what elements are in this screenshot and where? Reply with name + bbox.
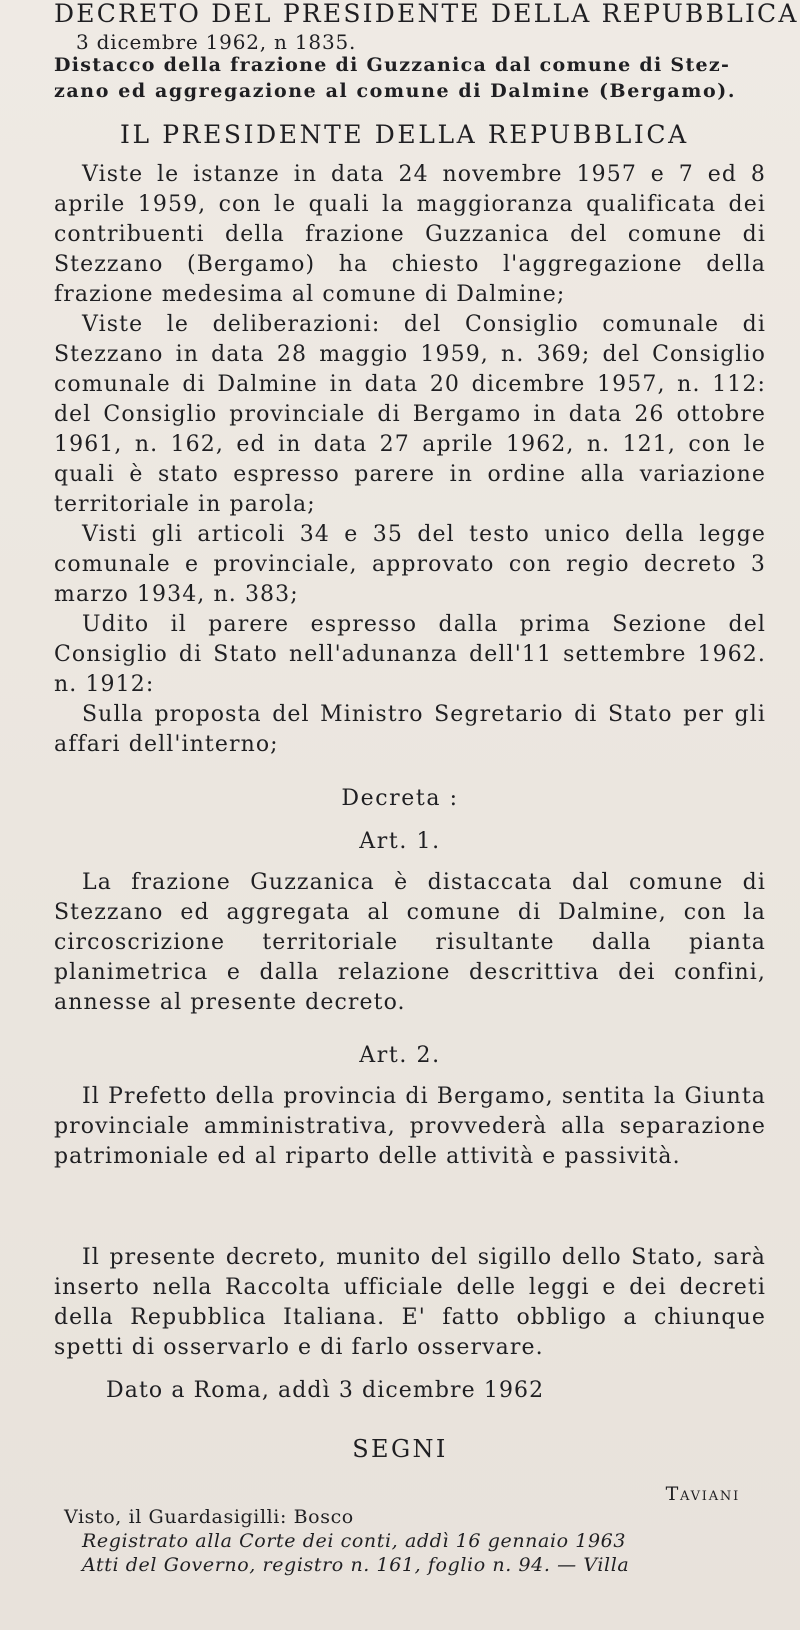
- decree-subject: [54, 52, 766, 104]
- closing-paragraph: Il presente decreto, munito del sigillo dello Stato, sarà inserto nella Raccolta ufficiale delle leggi e dei decreti della Repubblica Italiana. E' fatto obbligo a chiunque spetti di osservarlo e di farlo osservare.: [54, 1245, 766, 1360]
- minister-signature: Taviani: [665, 1483, 740, 1505]
- preamble: [54, 160, 766, 760]
- article-2-heading: Art. 2.: [359, 1043, 441, 1068]
- preamble-paragraph: Sulla proposta del Ministro Segretario di Stato per gli affari dell'interno;: [54, 702, 766, 757]
- article-2-paragraph: Il Prefetto della provincia di Bergamo, sentita la Giunta provinciale amministrativa, provvederà alla separazione patrimoniale ed al riparto delle attività e passività.: [54, 1084, 766, 1169]
- visto-line: Visto, il Guardasigilli: Bosco: [64, 1506, 354, 1528]
- decree-date-number: 3 dicembre 1962, n 1835.: [76, 30, 357, 54]
- decreta-heading: Decreta :: [341, 786, 459, 811]
- registration-footer: [64, 1505, 764, 1577]
- decree-subject-line-1: Distacco della frazione di Guzzanica dal comune di Stez-: [54, 54, 731, 76]
- decree-subject-line-2: zano ed aggregazione al comune di Dalmine (Bergamo).: [54, 80, 737, 102]
- article-1-paragraph: La frazione Guzzanica è distaccata dal comune di Stezzano ed aggregata al comune di Dalmine, con la circoscrizione territoriale risultante dalla pianta planimetrica e dalla relazione descrittiva dei confini, annesse al presente decreto.: [54, 870, 766, 1015]
- registrato-line: Registrato alla Corte dei conti, addì 16 gennaio 1963: [82, 1530, 627, 1552]
- article-1-heading: Art. 1.: [359, 829, 441, 854]
- preamble-paragraph: Udito il parere espresso dalla prima Sezione del Consiglio di Stato nell'adunanza dell'11 settembre 1962. n. 1912:: [54, 612, 766, 697]
- dated-text: Dato a Roma, addì 3 dicembre 1962: [106, 1378, 545, 1403]
- atti-line: Atti del Governo, registro n. 161, foglio n. 94. — Villa: [82, 1554, 630, 1576]
- preamble-paragraph: Viste le deliberazioni: del Consiglio comunale di Stezzano in data 28 maggio 1959, n. 369; del Consiglio comunale di Dalmine in data 20 dicembre 1957, n. 112: del Consiglio provinciale di Bergamo in data 26 ottobre 1961, n. 162, ed in data 27 aprile 1962, n. 121, con le quali è stato espresso parere in ordine alla variazione territoriale in parola;: [54, 312, 766, 517]
- president-heading: IL PRESIDENTE DELLA REPUBBLICA: [120, 120, 689, 149]
- decree-title: DECRETO DEL PRESIDENTE DELLA REPUBBLICA: [54, 0, 799, 28]
- article-1-text: [54, 868, 766, 1018]
- preamble-paragraph: Visti gli articoli 34 e 35 del testo unico della legge comunale e provinciale, approvato con regio decreto 3 marzo 1934, n. 383;: [54, 522, 766, 607]
- closing-clause: [54, 1243, 766, 1363]
- president-signature: SEGNI: [352, 1435, 448, 1463]
- article-2-text: [54, 1082, 766, 1172]
- dated-line: [54, 1376, 766, 1406]
- preamble-paragraph: Viste le istanze in data 24 novembre 1957 e 7 ed 8 aprile 1959, con le quali la maggioranza qualificata dei contribuenti della frazione Guzzanica del comune di Stezzano (Bergamo) ha chiesto l'aggregazione della frazione medesima al comune di Dalmine;: [54, 162, 766, 307]
